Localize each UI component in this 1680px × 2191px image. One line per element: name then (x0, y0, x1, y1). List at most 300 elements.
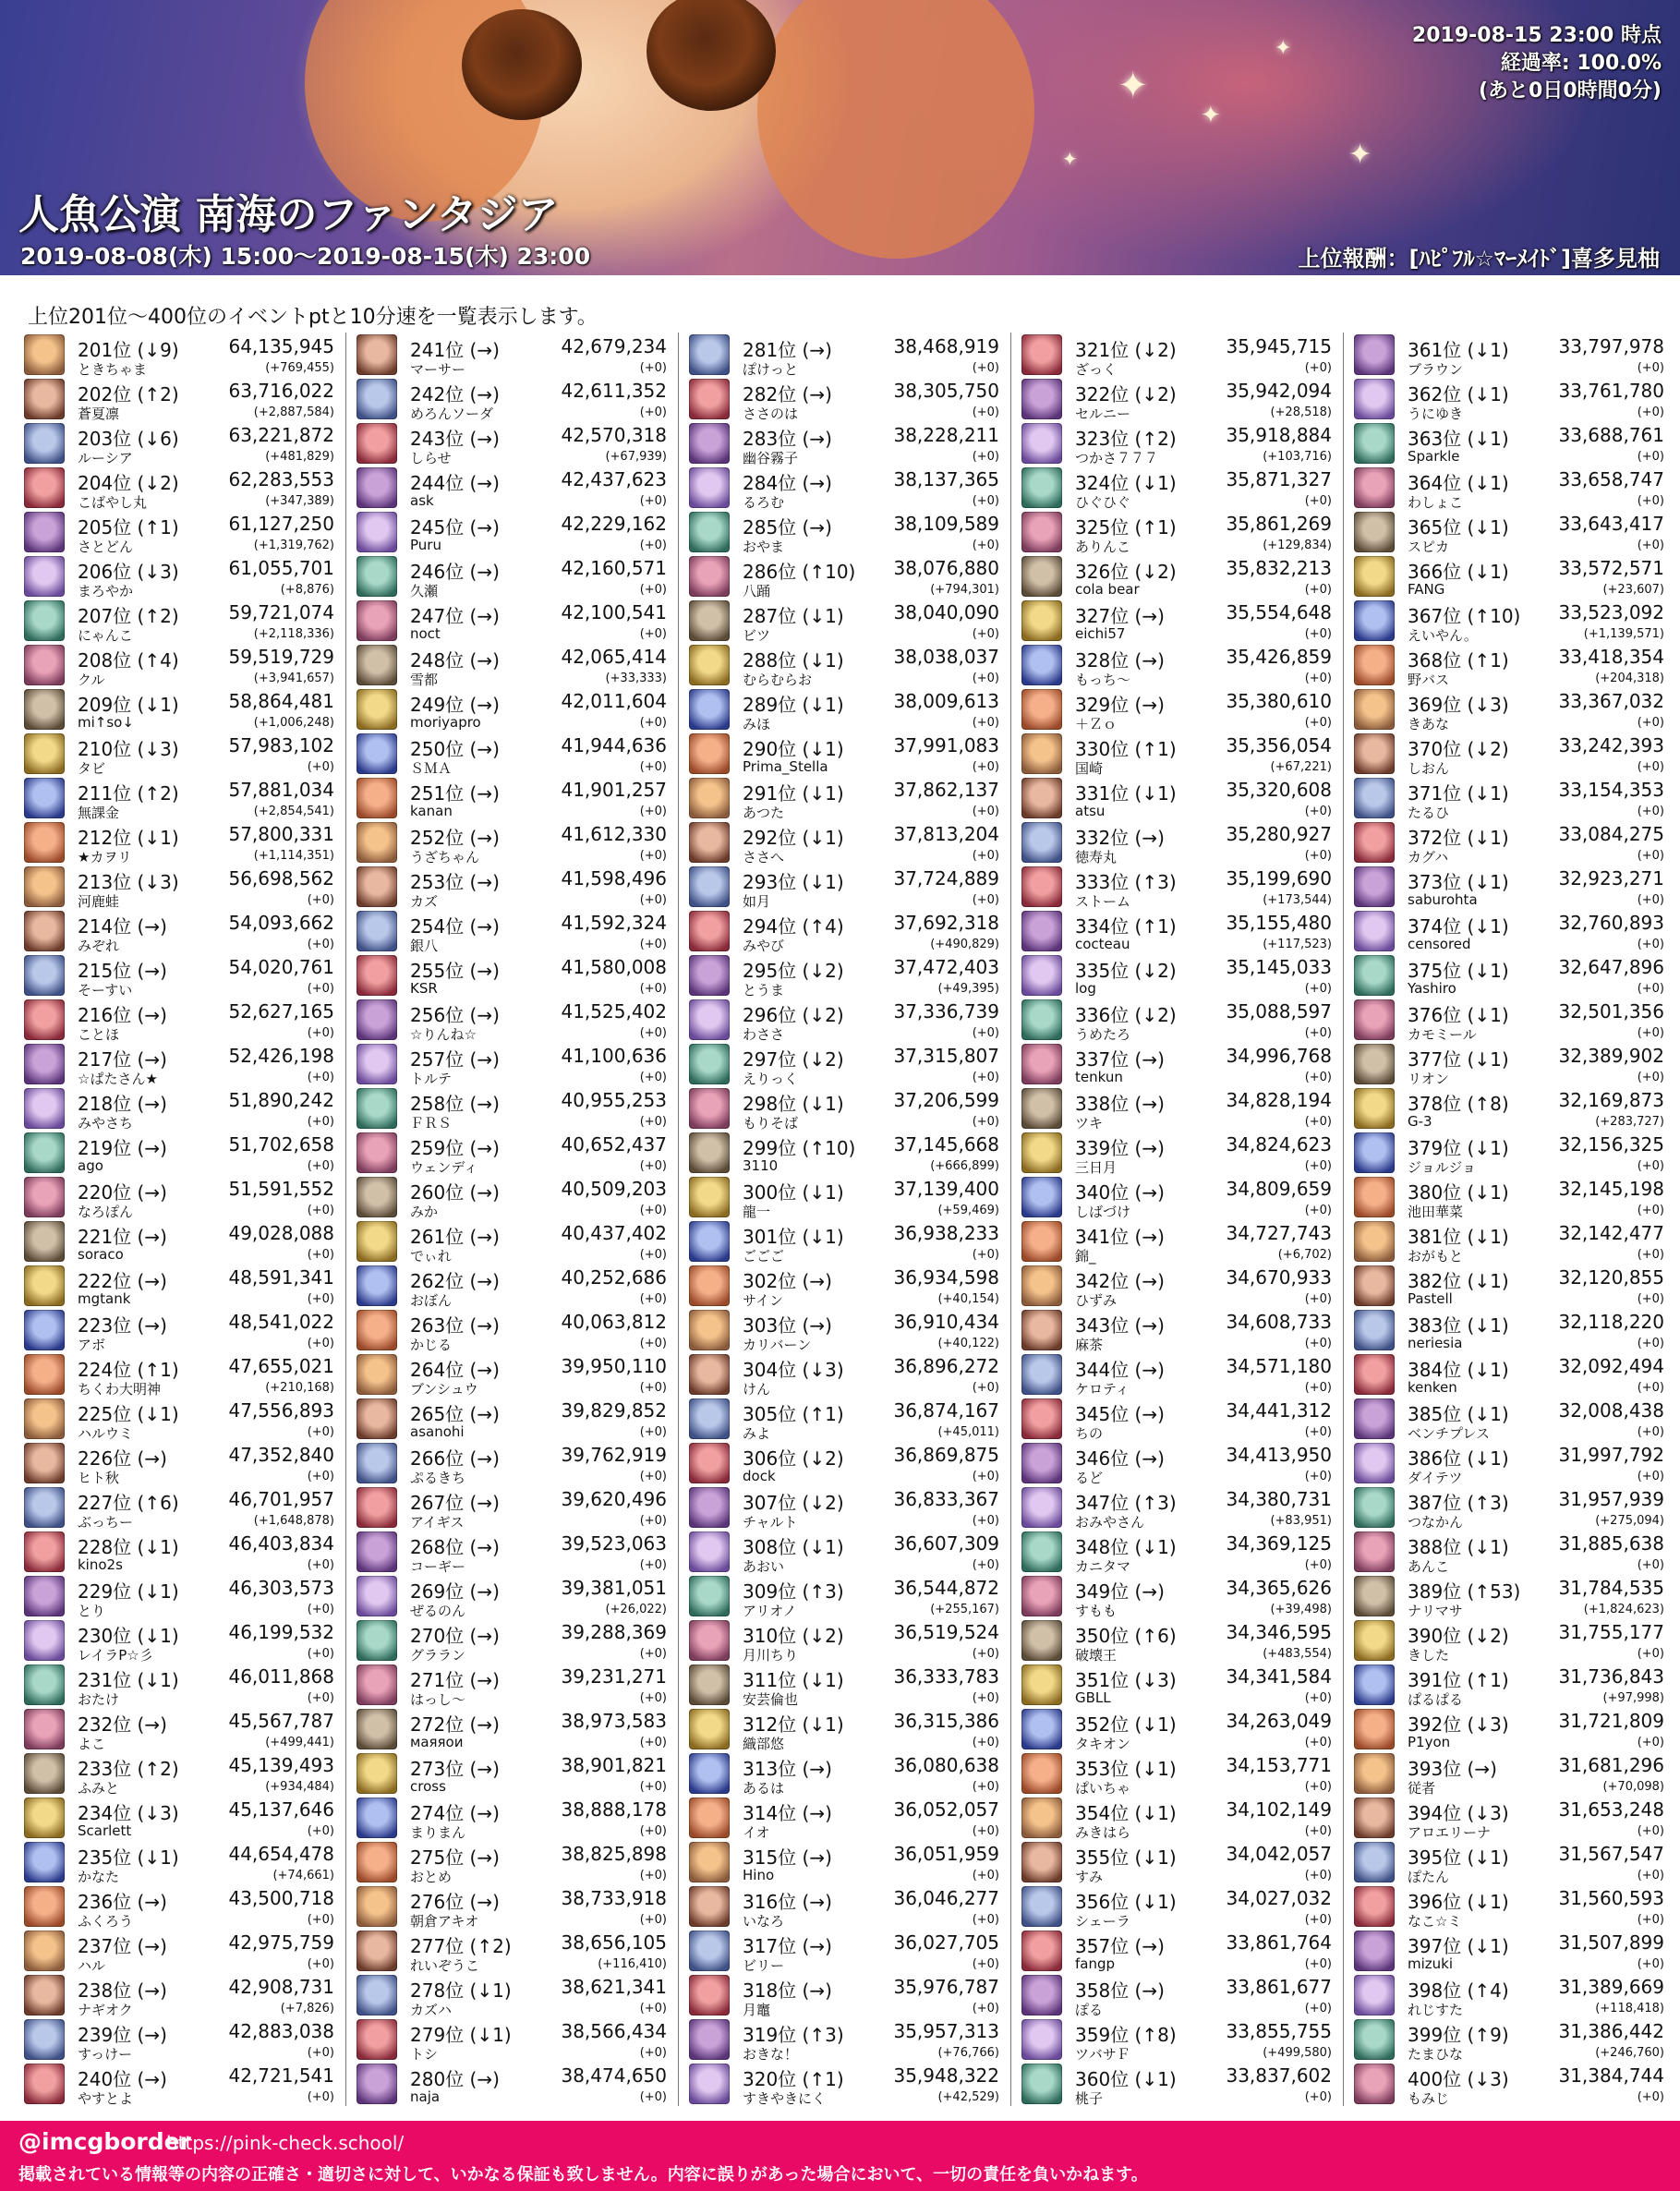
event-points: 46,199,532 (228, 1621, 334, 1643)
ranking-column (357, 333, 671, 2106)
idol-avatar-icon (357, 778, 397, 818)
ten-minute-speed: (+0) (1304, 1736, 1332, 1749)
player-name: ちの (1075, 1425, 1104, 1442)
idol-avatar-icon (357, 1576, 397, 1616)
idol-avatar-icon (1354, 645, 1395, 685)
ranking-entry (1021, 643, 1334, 687)
ten-minute-speed: (+0) (1304, 1913, 1332, 1927)
ten-minute-speed: (+0) (972, 1824, 999, 1838)
disclaimer: 掲載されている情報等の内容の正確さ・適切さに対して、いかなる保証も致しません。内容に誤りがあった場合において、一切の責任を負いかねます。 (18, 2165, 1148, 2185)
ten-minute-speed: (+33,333) (605, 672, 667, 685)
ten-minute-speed: (+210,168) (265, 1381, 334, 1395)
ranking-entry (1021, 1219, 1334, 1264)
ten-minute-speed: (+0) (1637, 1869, 1664, 1882)
idol-avatar-icon (24, 999, 65, 1040)
progress-rate: 経過率: 100.0% (1500, 52, 1662, 75)
player-name: レイラP☆彡 (78, 1647, 153, 1664)
idol-avatar-icon (1021, 1310, 1062, 1350)
rank-label: 276位 (→) (410, 1891, 500, 1913)
player-name: うにゆき (1408, 406, 1464, 422)
event-points: 59,519,729 (228, 646, 334, 668)
ranking-entry (1021, 1086, 1334, 1131)
ten-minute-speed: (+116,410) (598, 1957, 667, 1971)
ranking-entry (1354, 1042, 1666, 1086)
event-points: 36,910,434 (893, 1311, 999, 1333)
idol-avatar-icon (1021, 1044, 1062, 1084)
ten-minute-speed: (+0) (307, 1691, 334, 1705)
ten-minute-speed: (+0) (972, 450, 999, 464)
ten-minute-speed: (+2,118,336) (253, 627, 334, 641)
ranking-entry (357, 599, 669, 643)
ranking-entry (357, 1574, 669, 1618)
idol-avatar-icon (357, 911, 397, 951)
idol-avatar-icon (1354, 1443, 1395, 1483)
ten-minute-speed: (+499,441) (265, 1736, 334, 1749)
idol-avatar-icon (24, 1886, 65, 1927)
player-name: ビツ (743, 627, 771, 644)
ten-minute-speed: (+0) (972, 2002, 999, 2015)
ten-minute-speed: (+28,518) (1270, 406, 1332, 419)
player-name: 桃子 (1075, 2090, 1104, 2107)
idol-avatar-icon (1021, 600, 1062, 641)
rank-label: 305位 (↑1) (743, 1403, 844, 1425)
event-points: 37,724,889 (893, 867, 999, 890)
ranking-entry (689, 1485, 1001, 1530)
event-points: 39,950,110 (561, 1355, 667, 1377)
ten-minute-speed: (+794,301) (930, 583, 999, 597)
ten-minute-speed: (+83,951) (1270, 1514, 1332, 1528)
player-name: うめたろ (1075, 1026, 1131, 1043)
twitter-handle[interactable]: @imcgborder (18, 2128, 191, 2155)
player-name: やすとよ (78, 2090, 134, 2107)
ten-minute-speed: (+0) (307, 1204, 334, 1217)
ten-minute-speed: (+1,648,878) (253, 1514, 334, 1528)
ten-minute-speed: (+45,011) (937, 1425, 999, 1439)
rank-label: 352位 (↓1) (1075, 1713, 1177, 1736)
ten-minute-speed: (+0) (307, 2046, 334, 2060)
ten-minute-speed: (+0) (639, 760, 667, 774)
ten-minute-speed: (+1,319,762) (253, 539, 334, 552)
rank-label: 399位 (↑9) (1408, 2024, 1509, 2046)
event-points: 32,169,873 (1558, 1089, 1664, 1111)
rank-label: 362位 (↓1) (1408, 383, 1509, 406)
rank-label: 380位 (↓1) (1408, 1181, 1509, 1204)
ten-minute-speed: (+42,529) (937, 2090, 999, 2104)
player-name: たるひ (1408, 805, 1450, 821)
ten-minute-speed: (+39,498) (1270, 1603, 1332, 1616)
rank-label: 316位 (→) (743, 1891, 832, 1913)
player-name: 安芸倫也 (743, 1691, 799, 1708)
idol-avatar-icon (357, 1221, 397, 1262)
idol-avatar-icon (1021, 1886, 1062, 1927)
idol-avatar-icon (24, 600, 65, 641)
rank-label: 248位 (→) (410, 649, 500, 672)
rank-label: 343位 (→) (1075, 1314, 1165, 1337)
ten-minute-speed: (+26,022) (605, 1603, 667, 1616)
ranking-entry (357, 1530, 669, 1574)
idol-avatar-icon (1021, 2019, 1062, 2060)
idol-avatar-icon (24, 1044, 65, 1084)
ten-minute-speed: (+0) (639, 406, 667, 419)
event-points: 34,441,312 (1226, 1399, 1332, 1422)
idol-avatar-icon (1021, 911, 1062, 951)
ten-minute-speed: (+0) (1637, 1381, 1664, 1395)
ranking-entry (689, 776, 1001, 820)
player-name: 織部悠 (743, 1736, 785, 1752)
ten-minute-speed: (+59,469) (937, 1204, 999, 1217)
event-points: 51,702,658 (228, 1133, 334, 1156)
ranking-entry (689, 2062, 1001, 2106)
player-name: ふみと (78, 1780, 120, 1797)
player-name: kenken (1408, 1379, 1457, 1396)
ten-minute-speed: (+0) (1637, 982, 1664, 996)
player-name: 野バス (1408, 672, 1450, 688)
rank-label: 247位 (→) (410, 605, 500, 627)
ranking-entry (357, 466, 669, 510)
idol-avatar-icon (24, 1842, 65, 1882)
ten-minute-speed: (+0) (972, 1558, 999, 1572)
event-points: 34,341,584 (1226, 1665, 1332, 1688)
event-points: 56,698,562 (228, 867, 334, 890)
ten-minute-speed: (+3,941,657) (253, 672, 334, 685)
player-name: mgtank (78, 1290, 131, 1307)
ranking-entry (1021, 1751, 1334, 1796)
idol-avatar-icon (1354, 556, 1395, 597)
player-name: P1yon (1408, 1734, 1451, 1750)
idol-avatar-icon (357, 1487, 397, 1528)
player-name: ぜるのん (410, 1603, 466, 1619)
ranking-entry (1354, 2017, 1666, 2062)
idol-avatar-icon (24, 379, 65, 419)
player-name: ハル (78, 1957, 106, 1974)
player-name: コーギー (410, 1558, 466, 1575)
ten-minute-speed: (+0) (972, 1957, 999, 1971)
ranking-entry (24, 1308, 336, 1352)
player-name: むらむらお (743, 672, 813, 688)
idol-avatar-icon (1021, 999, 1062, 1040)
ten-minute-speed: (+255,167) (930, 1603, 999, 1616)
rank-label: 310位 (↓2) (743, 1625, 844, 1647)
ranking-entry (24, 1840, 336, 1884)
ranking-entry (1354, 820, 1666, 865)
idol-avatar-icon (357, 1354, 397, 1395)
sparkle-icon: ✦ (1275, 37, 1292, 60)
player-name: 月竈 (743, 2002, 771, 2018)
event-points: 34,824,623 (1226, 1133, 1332, 1156)
rank-label: 372位 (↓1) (1408, 827, 1509, 849)
player-name: ★カヲリ (78, 849, 132, 866)
rank-label: 390位 (↓2) (1408, 1625, 1509, 1647)
event-points: 42,570,318 (561, 424, 667, 446)
idol-avatar-icon (357, 1132, 397, 1173)
ranking-entry (24, 1663, 336, 1707)
event-points: 34,027,032 (1226, 1887, 1332, 1909)
event-points: 42,975,759 (228, 1931, 334, 1954)
rank-label: 340位 (→) (1075, 1181, 1165, 1204)
event-points: 36,869,875 (893, 1444, 999, 1466)
ten-minute-speed: (+0) (639, 1204, 667, 1217)
event-points: 33,861,764 (1226, 1931, 1332, 1954)
idol-avatar-icon (1021, 1576, 1062, 1616)
idol-avatar-icon (689, 1531, 730, 1572)
ten-minute-speed: (+0) (1637, 1824, 1664, 1838)
event-points: 33,643,417 (1558, 513, 1664, 535)
idol-avatar-icon (24, 778, 65, 818)
rank-label: 291位 (↓1) (743, 782, 844, 805)
ten-minute-speed: (+0) (972, 760, 999, 774)
player-name: スピカ (1408, 539, 1450, 555)
event-points: 32,118,220 (1558, 1311, 1664, 1333)
player-name: あつた (743, 805, 785, 821)
ten-minute-speed: (+0) (972, 805, 999, 818)
player-name: ひぐひぐ (1075, 494, 1131, 511)
idol-eye-right (647, 0, 776, 111)
event-points: 33,855,755 (1226, 2020, 1332, 2042)
idol-avatar-icon (1021, 1798, 1062, 1838)
player-name: ありんこ (1075, 539, 1131, 555)
player-name: ちくわ大明神 (78, 1381, 162, 1398)
idol-avatar-icon (1021, 778, 1062, 818)
player-name: しばづけ (1075, 1204, 1131, 1220)
intro-text: 上位201位～400位のイベントptと10分速を一覧表示します。 (28, 306, 598, 329)
ranking-entry (1354, 1929, 1666, 1973)
rank-label: 278位 (↓1) (410, 1979, 512, 2002)
rank-label: 375位 (↓1) (1408, 960, 1509, 982)
event-points: 32,760,893 (1558, 912, 1664, 934)
rank-label: 258位 (→) (410, 1093, 500, 1115)
event-points: 36,544,872 (893, 1577, 999, 1599)
player-name: Prima_Stella (743, 758, 828, 775)
idol-avatar-icon (689, 1044, 730, 1084)
ranking-column (24, 333, 338, 2106)
player-name: Sparkle (1408, 448, 1460, 465)
ranking-entry (689, 1751, 1001, 1796)
event-points: 32,501,356 (1558, 1000, 1664, 1023)
rank-label: 287位 (↓1) (743, 605, 844, 627)
rank-label: 266位 (→) (410, 1447, 500, 1470)
event-points: 47,655,021 (228, 1355, 334, 1377)
player-name: 徳寿丸 (1075, 849, 1118, 866)
event-points: 38,040,090 (893, 601, 999, 623)
idol-avatar-icon (357, 1620, 397, 1661)
rank-label: 218位 (→) (78, 1093, 167, 1115)
event-points: 41,612,330 (561, 823, 667, 845)
rank-label: 346位 (→) (1075, 1447, 1165, 1470)
idol-avatar-icon (24, 822, 65, 863)
player-name: GBLL (1075, 1689, 1111, 1706)
ranking-entry (24, 1219, 336, 1264)
rank-label: 206位 (↓3) (78, 561, 179, 583)
time-remaining: (あと0日0時間0分) (1478, 79, 1662, 103)
ranking-entry (24, 1485, 336, 1530)
idol-avatar-icon (24, 1088, 65, 1129)
ranking-entry (1021, 820, 1334, 865)
ten-minute-speed: (+7,826) (280, 2002, 334, 2015)
idol-avatar-icon (357, 334, 397, 375)
rank-label: 378位 (↑8) (1408, 1093, 1509, 1115)
event-points: 45,139,493 (228, 1754, 334, 1776)
player-name: まろやか (78, 583, 134, 599)
ranking-entry (689, 2017, 1001, 2062)
idol-avatar-icon (689, 866, 730, 907)
ranking-entry (24, 1175, 336, 1219)
ten-minute-speed: (+0) (1304, 1337, 1332, 1350)
idol-avatar-icon (1354, 1975, 1395, 2015)
rank-label: 221位 (→) (78, 1226, 167, 1248)
ten-minute-speed: (+0) (1637, 361, 1664, 375)
ten-minute-speed: (+0) (639, 1736, 667, 1749)
rank-label: 322位 (↓2) (1075, 383, 1177, 406)
ten-minute-speed: (+0) (639, 2090, 667, 2104)
idol-avatar-icon (1354, 512, 1395, 552)
player-name: ブラウン (1408, 361, 1464, 378)
rank-label: 395位 (↓1) (1408, 1846, 1509, 1869)
player-name: kanan (410, 803, 453, 819)
event-points: 34,828,194 (1226, 1089, 1332, 1111)
event-points: 39,523,063 (561, 1532, 667, 1555)
rank-label: 321位 (↓2) (1075, 339, 1177, 361)
event-points: 57,800,331 (228, 823, 334, 845)
event-points: 35,948,322 (893, 2064, 999, 2087)
ten-minute-speed: (+0) (639, 583, 667, 597)
player-name: ときちゃま (78, 361, 148, 378)
rank-label: 228位 (↓1) (78, 1536, 179, 1558)
ten-minute-speed: (+0) (639, 893, 667, 907)
ten-minute-speed: (+0) (972, 1869, 999, 1882)
ranking-entry (1354, 377, 1666, 421)
rank-label: 281位 (→) (743, 339, 832, 361)
ten-minute-speed: (+67,221) (1270, 760, 1332, 774)
player-name: ウェンディ (410, 1159, 478, 1176)
ranking-column (689, 333, 1003, 2106)
idol-avatar-icon (1354, 379, 1395, 419)
event-points: 32,120,855 (1558, 1266, 1664, 1289)
ten-minute-speed: (+0) (1304, 1204, 1332, 1217)
ranking-entry (24, 1397, 336, 1441)
ten-minute-speed: (+2,887,584) (253, 406, 334, 419)
idol-avatar-icon (1354, 1354, 1395, 1395)
ranking-entry (689, 1352, 1001, 1397)
ten-minute-speed: (+0) (1637, 1159, 1664, 1173)
rank-label: 367位 (↑10) (1408, 605, 1521, 627)
idol-avatar-icon (357, 1753, 397, 1794)
rank-label: 327位 (→) (1075, 605, 1165, 627)
ten-minute-speed: (+40,122) (937, 1337, 999, 1350)
rank-label: 229位 (↓1) (78, 1580, 179, 1603)
player-name: るど (1075, 1470, 1104, 1486)
idol-avatar-icon (689, 1842, 730, 1882)
ranking-entry (1354, 776, 1666, 820)
rank-label: 358位 (→) (1075, 1979, 1165, 2002)
rank-label: 311位 (↓1) (743, 1669, 844, 1691)
player-name: 麻茶 (1075, 1337, 1104, 1353)
player-name: とうま (743, 982, 785, 999)
event-points: 42,100,541 (561, 601, 667, 623)
player-name: はっし～ (410, 1691, 466, 1708)
idol-avatar-icon (1021, 556, 1062, 597)
ten-minute-speed: (+246,760) (1595, 2046, 1664, 2060)
ranking-entry (1021, 1397, 1334, 1441)
ten-minute-speed: (+0) (307, 2090, 334, 2104)
event-points: 33,688,761 (1558, 424, 1664, 446)
ranking-entry (1021, 1707, 1334, 1751)
ranking-entry (1354, 2062, 1666, 2106)
ten-minute-speed: (+0) (639, 1071, 667, 1084)
ranking-entry (357, 1175, 669, 1219)
rank-label: 319位 (↑3) (743, 2024, 844, 2046)
player-name: みよ (743, 1425, 771, 1442)
idol-avatar-icon (24, 423, 65, 464)
idol-avatar-icon (1021, 689, 1062, 730)
rank-label: 381位 (↓1) (1408, 1226, 1509, 1248)
ranking-entry (689, 1574, 1001, 1618)
rank-label: 250位 (→) (410, 738, 500, 760)
idol-avatar-icon (1354, 1044, 1395, 1084)
ten-minute-speed: (+173,544) (1263, 893, 1332, 907)
rank-label: 297位 (↓2) (743, 1048, 844, 1071)
idol-avatar-icon (689, 1310, 730, 1350)
event-points: 42,679,234 (561, 335, 667, 357)
ranking-entry (1021, 865, 1334, 909)
ten-minute-speed: (+283,727) (1595, 1115, 1664, 1129)
event-points: 33,761,780 (1558, 380, 1664, 402)
player-name: タビ (78, 760, 106, 777)
player-name: cross (410, 1778, 446, 1795)
rank-label: 335位 (↓2) (1075, 960, 1177, 982)
site-url[interactable]: https://pink-check.school/ (166, 2132, 405, 2154)
rank-label: 371位 (↓1) (1408, 782, 1509, 805)
player-name: ひずみ (1075, 1292, 1118, 1309)
ranking-entry (24, 820, 336, 865)
ten-minute-speed: (+0) (1304, 716, 1332, 730)
idol-avatar-icon (357, 1044, 397, 1084)
ranking-entry (357, 2017, 669, 2062)
player-name: kino2s (78, 1556, 123, 1573)
event-points: 36,052,057 (893, 1798, 999, 1821)
rank-label: 246位 (→) (410, 561, 500, 583)
ten-minute-speed: (+0) (1637, 1292, 1664, 1306)
rank-label: 251位 (→) (410, 782, 500, 805)
player-name: おきな！ (743, 2046, 799, 2063)
ten-minute-speed: (+0) (639, 1381, 667, 1395)
event-points: 38,468,919 (893, 335, 999, 357)
ranking-entry (357, 820, 669, 865)
rank-label: 203位 (↓6) (78, 428, 179, 450)
ten-minute-speed: (+0) (1637, 1337, 1664, 1350)
rank-label: 293位 (↓1) (743, 871, 844, 893)
ten-minute-speed: (+0) (972, 1248, 999, 1262)
event-points: 36,934,598 (893, 1266, 999, 1289)
ranking-entry (357, 1973, 669, 2017)
ten-minute-speed: (+0) (1637, 1248, 1664, 1262)
rank-label: 263位 (→) (410, 1314, 500, 1337)
player-name: みか (410, 1204, 439, 1220)
event-points: 57,983,102 (228, 734, 334, 757)
event-points: 39,288,369 (561, 1621, 667, 1643)
player-name: あおい (743, 1558, 785, 1575)
event-points: 41,592,324 (561, 912, 667, 934)
ranking-entry (357, 1441, 669, 1485)
rank-label: 304位 (↓3) (743, 1359, 844, 1381)
ranking-entry (1021, 1175, 1334, 1219)
player-name: 龍一 (743, 1204, 771, 1220)
ranking-entry (357, 2062, 669, 2106)
idol-avatar-icon (357, 423, 397, 464)
event-points: 31,997,792 (1558, 1444, 1664, 1466)
idol-avatar-icon (1354, 1709, 1395, 1749)
idol-avatar-icon (1021, 645, 1062, 685)
ten-minute-speed: (+0) (1637, 1558, 1664, 1572)
